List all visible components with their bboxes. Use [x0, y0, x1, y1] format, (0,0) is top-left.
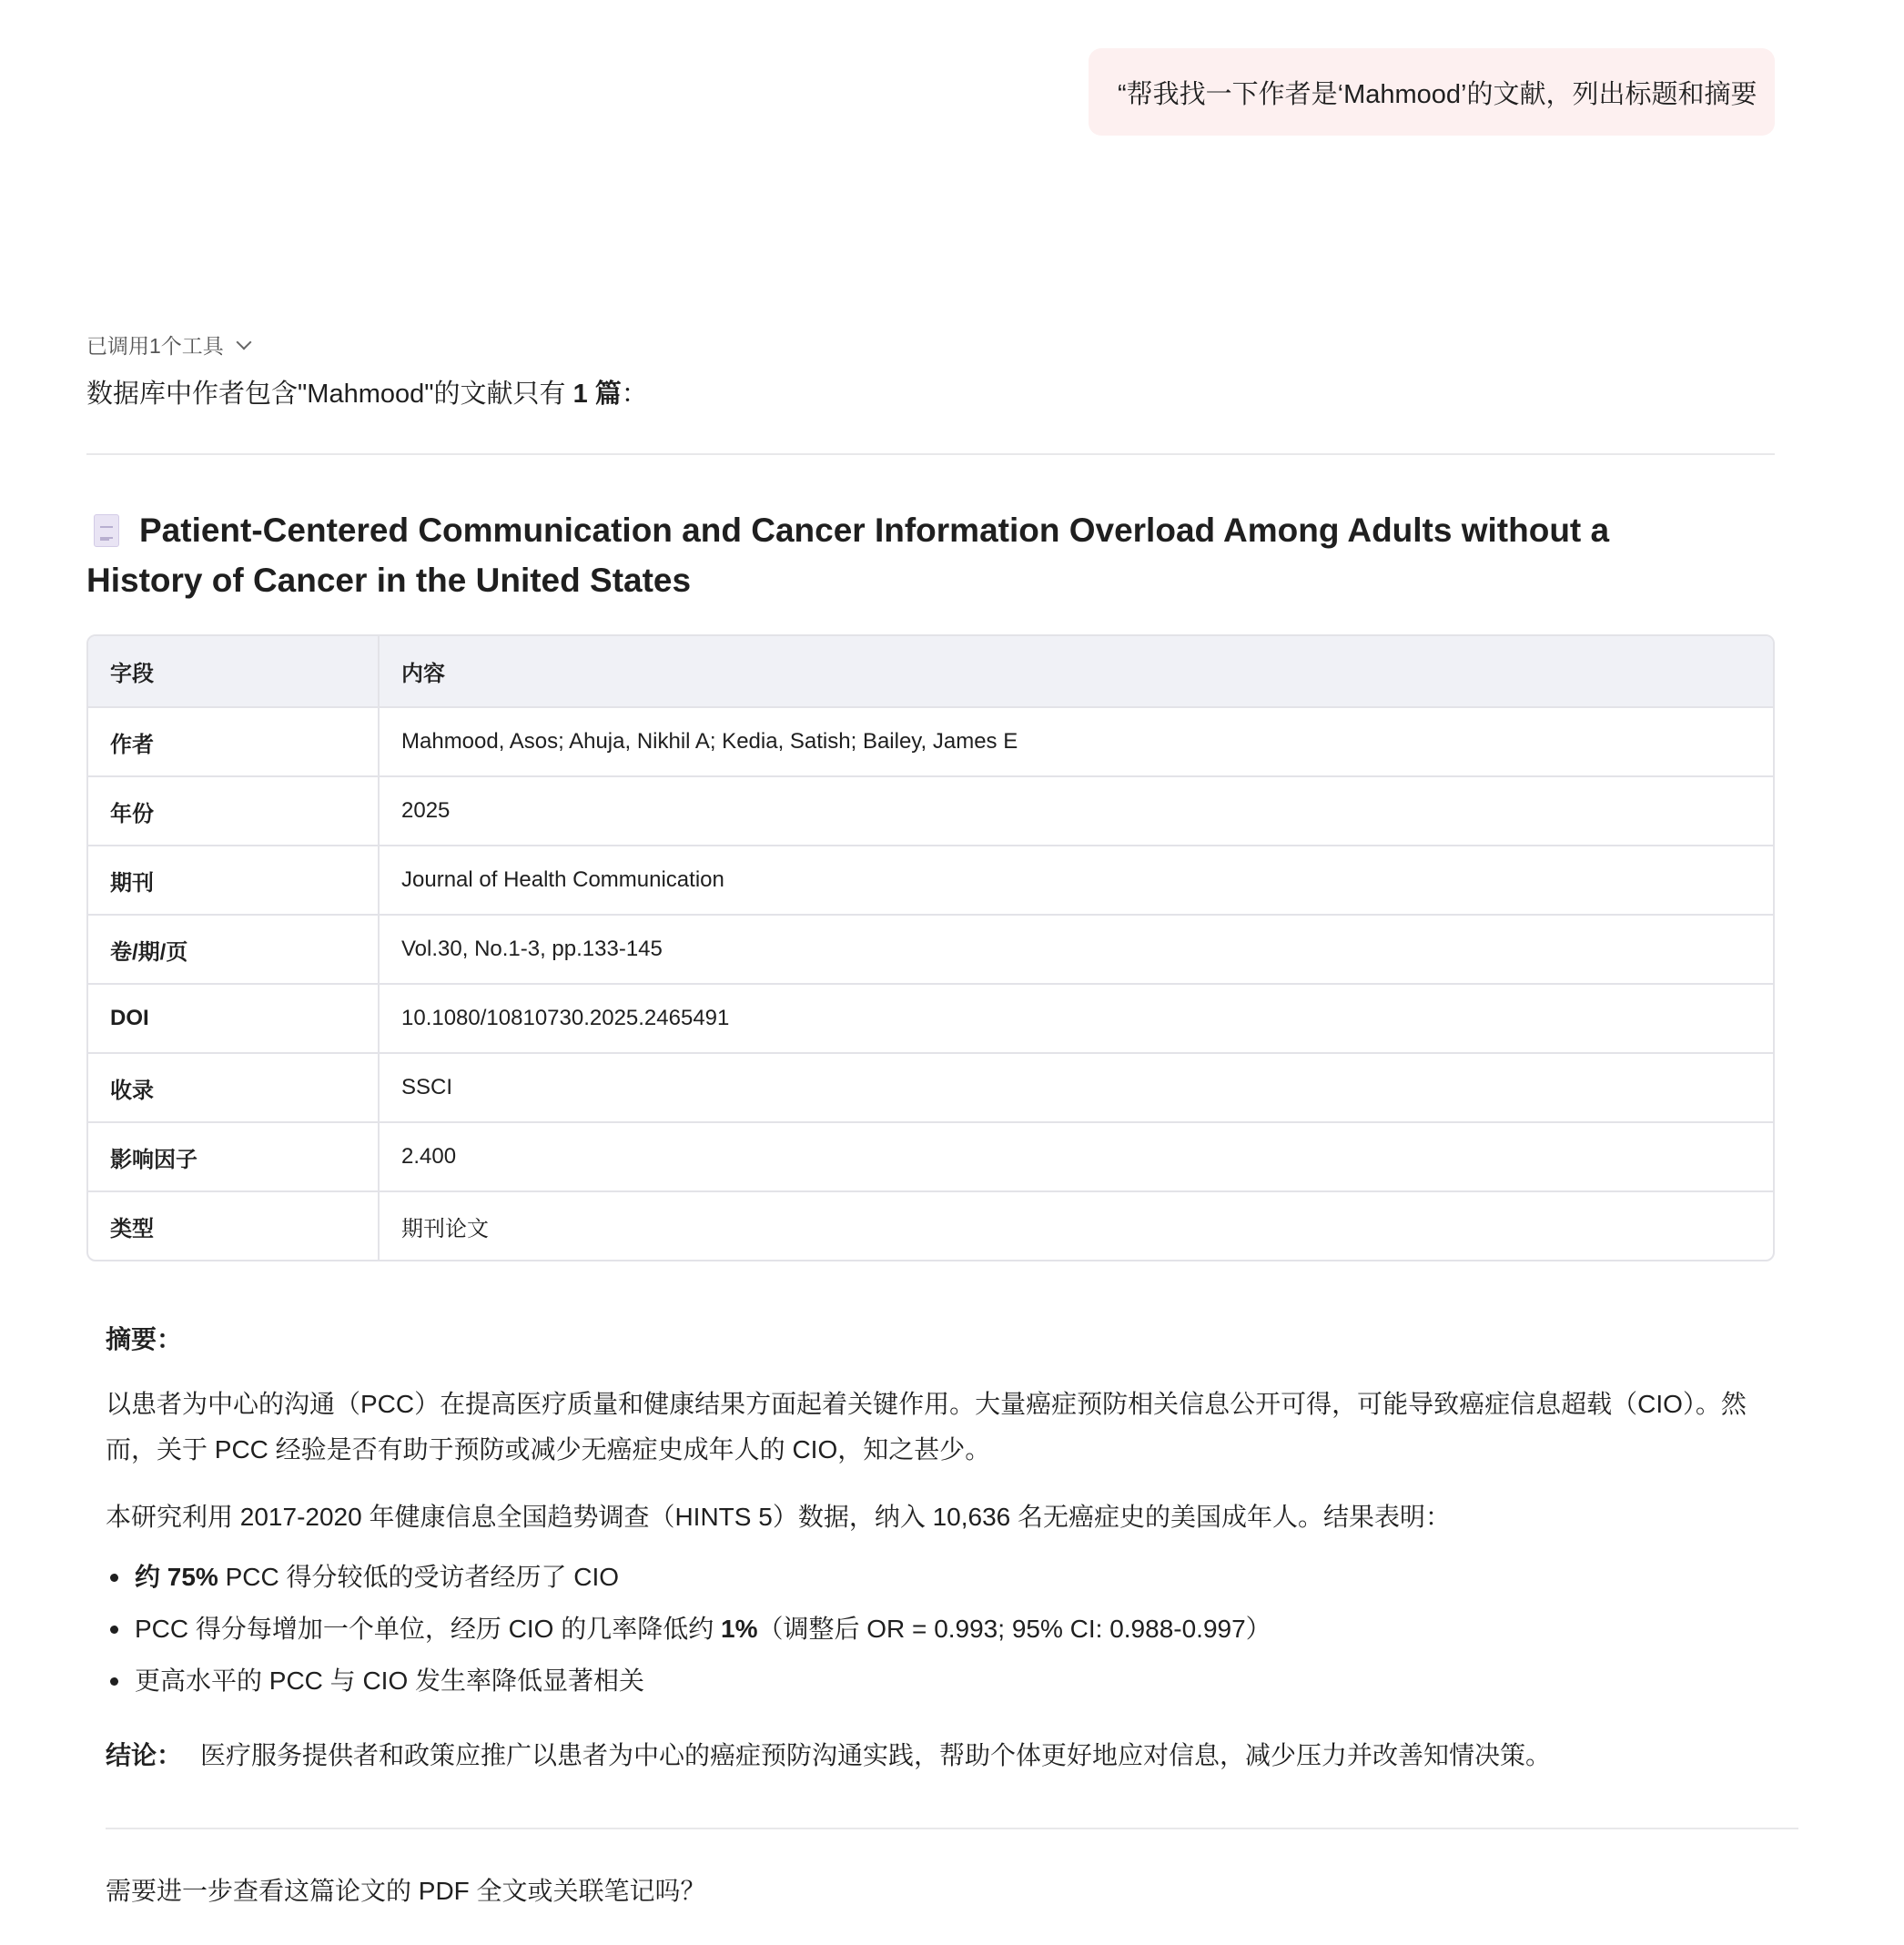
field-label: 年份: [88, 777, 380, 845]
table-row-authors: [88, 706, 1773, 775]
field-label: 期刊: [88, 846, 380, 914]
metadata-table: [86, 634, 1775, 1261]
result-summary: [86, 373, 648, 410]
header-value: 内容: [401, 662, 445, 686]
table-row-volume: [88, 914, 1773, 983]
finding-bullet-1: [106, 1559, 619, 1596]
finding-bullet-2: [106, 1611, 1271, 1647]
field-value: SSCI: [401, 1075, 453, 1099]
field-value: Journal of Health Communication: [401, 867, 724, 892]
field-value: Mahmood, Asos; Ahuja, Nikhil A; Kedia, Satish; Bailey, James E: [401, 729, 1018, 754]
field-value: 期刊论文: [401, 1216, 489, 1241]
document-icon: [94, 514, 119, 547]
table-row-year: [88, 775, 1773, 845]
summary-prefix: 数据库中作者包含"Mahmood"的文献只有: [86, 380, 573, 409]
table-header-row: [88, 636, 1773, 706]
user-message-text: “帮我找一下作者是‘Mahmood’的文献，列出标题和摘要: [1118, 79, 1757, 109]
field-value: 10.1080/10810730.2025.2465491: [401, 1006, 730, 1030]
summary-suffix: ：: [621, 380, 648, 409]
divider: [106, 1828, 1798, 1829]
field-value: 2025: [401, 798, 451, 823]
bullet-text: PCC 得分每增加一个单位，经历 CIO 的几率降低约: [135, 1615, 722, 1643]
field-label: 作者: [88, 708, 380, 775]
chevron-down-icon: [236, 334, 251, 349]
table-row-journal: [88, 845, 1773, 914]
tool-call-toggle[interactable]: [86, 329, 249, 360]
table-row-index: [88, 1052, 1773, 1121]
bullet-text: PCC 得分较低的受访者经历了 CIO: [218, 1563, 620, 1591]
conclusion-text: 医疗服务提供者和政策应推广以患者为中心的癌症预防沟通实践，帮助个体更好地应对信息，减少压力并改善知情决策。: [200, 1741, 1552, 1769]
paper-title-text: Patient-Centered Communication and Cancer Information Overload Among Adults without a History of Cancer in the United States: [86, 512, 1610, 599]
conclusion: [106, 1737, 1551, 1774]
user-message-bubble: [1089, 48, 1775, 136]
bullet-text: 更高水平的 PCC 与 CIO 发生率降低显著相关: [135, 1666, 645, 1695]
tool-status-label: 已调用1个工具: [86, 334, 224, 358]
header-field: 字段: [88, 636, 380, 706]
field-label: 卷/期/页: [88, 916, 380, 983]
divider: [86, 453, 1775, 455]
bullet-text: （调整后 OR = 0.993; 95% CI: 0.988-0.997）: [757, 1615, 1271, 1643]
abstract-heading: 摘要：: [106, 1325, 183, 1353]
abstract-paragraph-1: 以患者为中心的沟通（PCC）在提高医疗质量和健康结果方面起着关键作用。大量癌症预防相关信息公开可得，可能导致癌症信息超载（CIO）。然而，关于 PCC 经验是否有助于预防或减少无癌症史成年人的 CIO，知之甚少。: [106, 1390, 1747, 1464]
abstract-paragraph-2: 本研究利用 2017-2020 年健康信息全国趋势调查（HINTS 5）数据，纳入 10,636 名无癌症史的美国成年人。结果表明：: [106, 1503, 1452, 1531]
field-value: 2.400: [401, 1144, 457, 1169]
field-label: DOI: [88, 985, 380, 1052]
conclusion-label: 结论：: [106, 1741, 183, 1769]
bullet-emphasis: 约 75%: [135, 1563, 218, 1591]
followup-question: 需要进一步查看这篇论文的 PDF 全文或关联笔记吗？: [106, 1877, 706, 1905]
field-label: 类型: [88, 1192, 380, 1260]
field-label: 影响因子: [88, 1123, 380, 1190]
table-row-impact-factor: [88, 1121, 1773, 1190]
table-row-type: [88, 1190, 1773, 1260]
field-value: Vol.30, No.1-3, pp.133-145: [401, 937, 663, 961]
finding-bullet-3: [106, 1663, 644, 1699]
table-row-doi: [88, 983, 1773, 1052]
field-label: 收录: [88, 1054, 380, 1121]
summary-count: 1 篇: [572, 380, 622, 409]
bullet-emphasis: 1%: [721, 1615, 758, 1643]
paper-title: [86, 505, 1725, 605]
